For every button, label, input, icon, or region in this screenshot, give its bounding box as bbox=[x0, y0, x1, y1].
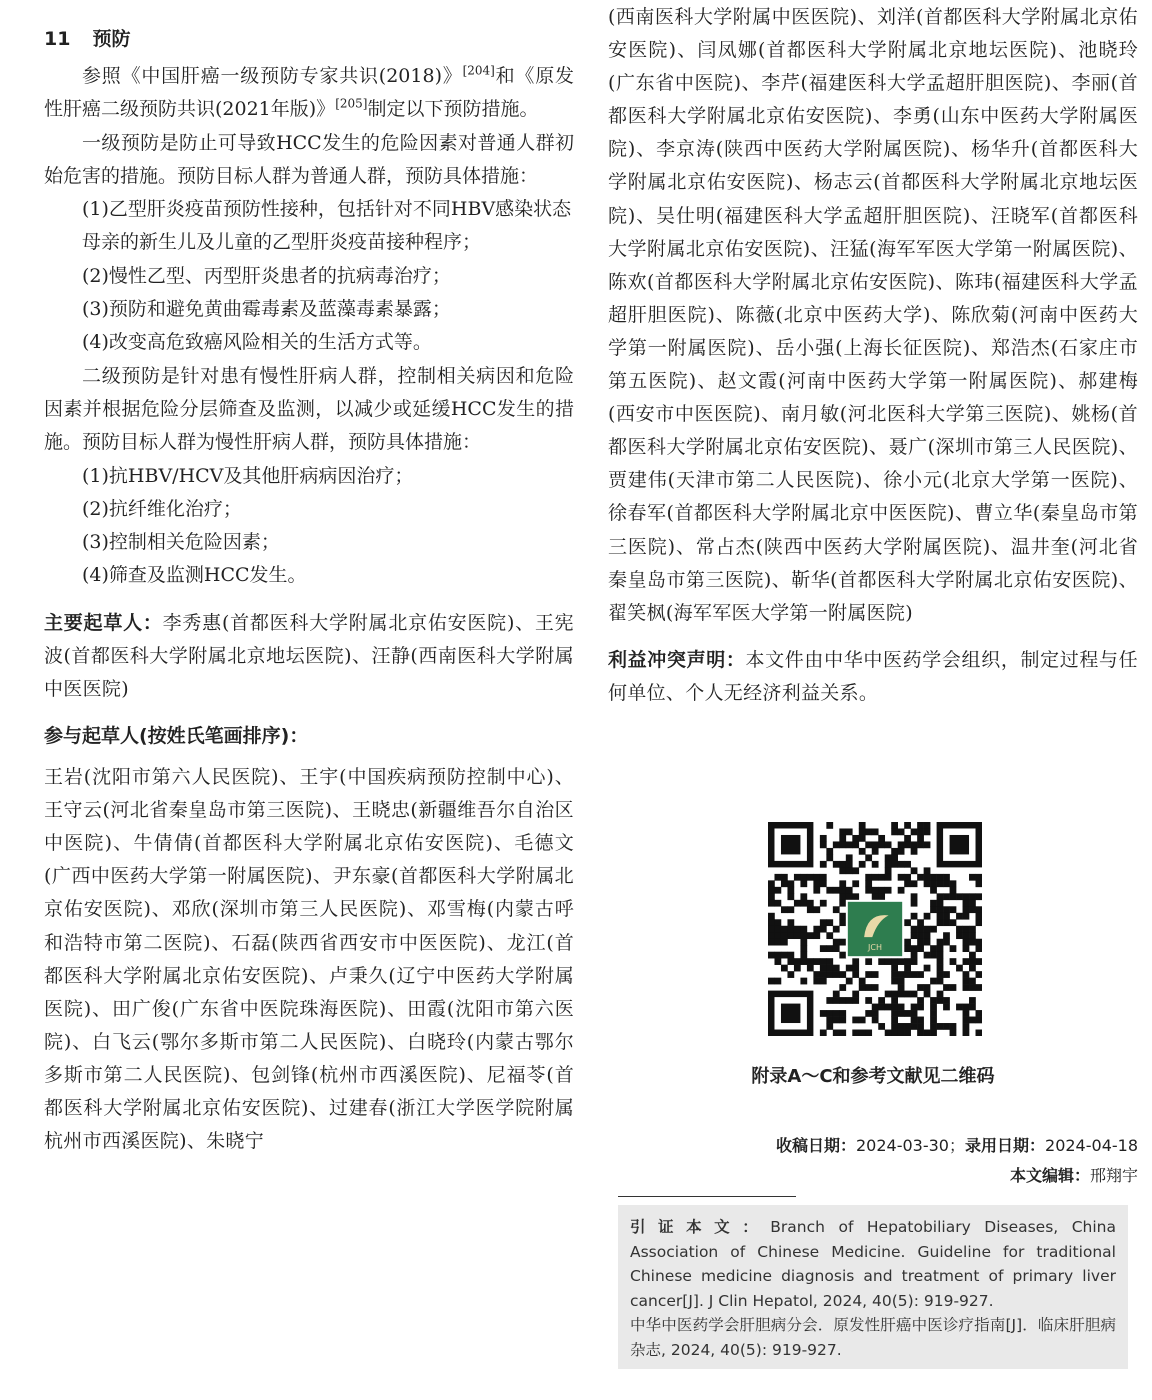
primary-item-1: (1)乙型肝炎疫苗预防性接种，包括针对不同HBV感染状态母亲的新生儿及儿童的乙型肝炎疫苗接种程序； bbox=[82, 198, 572, 254]
qr-code-image bbox=[768, 822, 982, 1036]
qr-code[interactable] bbox=[768, 822, 982, 1036]
citation-box bbox=[618, 1205, 1128, 1369]
editor-label: 本文编辑： bbox=[1009, 1166, 1090, 1185]
editor-name: 邢翔宇 bbox=[1089, 1166, 1138, 1185]
participants-list-left: 王岩(沈阳市第六人民医院)、王宇(中国疾病预防控制中心)、王守云(河北省秦皇岛市第三医院)、王晓忠(新疆维吾尔自治区中医院)、牛倩倩(首都医科大学附属北京佑安医院)、毛德文(广西中医药大学第一附属医院)、尹东豪(首都医科大学附属北京佑安医院)、邓欣(深圳市第三人民医院)、邓雪梅(内蒙古呼和浩特市第二医院)、石磊(陕西省西安市中医医院)、龙江(首都医科大学附属北京佑安医院)、卢秉久(辽宁中医药大学附属医院)、田广俊(广东省中医院珠海医院)、田霞(沈阳市第六医院)、白飞云(鄂尔多斯市第二人民医院)、白晓玲(内蒙古鄂尔多斯市第二人民医院)、包剑锋(杭州市西溪医院)、尼福苓(首都医科大学附属北京佑安医院)、过建春(浙江大学医学院附属杭州市西溪医院)、朱晓宁 bbox=[44, 766, 574, 1153]
participants-list-right: (西南医科大学附属中医医院)、刘洋(首都医科大学附属北京佑安医院)、闫凤娜(首都医科大学附属北京地坛医院)、池晓玲(广东省中医院)、李芹(福建医科大学孟超肝胆医院)、李丽(首都医科大学附属北京佑安医院)、李勇(山东中医药大学附属医院)、李京涛(陕西中医药大学附属医院)、杨华升(首都医科大学附属北京佑安医院)、杨志云(首都医科大学附属北京地坛医院)、吴仕明(福建医科大学孟超肝胆医院)、汪晓军(首都医科大学附属北京佑安医院)、汪猛(海军军医大学第一附属医院)、陈欢(首都医科大学附属北京佑安医院)、陈玮(福建医科大学孟超肝胆医院)、陈薇(北京中医药大学)、陈欣菊(河南中医药大学第一附属医院)、岳小强(上海长征医院)、郑浩杰(石家庄市第五医院)、赵文霞(河南中医药大学第一附属医院)、郝建梅(西安市中医医院)、南月敏(河北医科大学第三医院)、姚杨(首都医科大学附属北京佑安医院)、聂广(深圳市第三人民医院)、贾建伟(天津市第二人民医院)、徐小元(北京大学第一医院)、徐春军(首都医科大学附属北京中医医院)、曹立华(秦皇岛市第三医院)、常占杰(陕西中医药大学附属医院)、温井奎(河北省秦皇岛市第三医院)、靳华(首都医科大学附属北京佑安医院)、翟笑枫(海军军医大学第一附属医院) bbox=[608, 6, 1138, 624]
received-date: 2024-03-30 bbox=[856, 1136, 949, 1155]
editor-line bbox=[776, 1161, 1138, 1191]
secondary-item-2: (2)抗纤维化治疗； bbox=[82, 497, 242, 520]
reference-link-205[interactable]: [205] bbox=[335, 96, 368, 111]
section-number: 11 bbox=[44, 28, 71, 50]
secondary-item-1: (1)抗HBV/HCV及其他肝病病因治疗； bbox=[82, 464, 414, 487]
conflict-label: 利益冲突声明： bbox=[608, 648, 746, 671]
conflict-statement bbox=[608, 644, 1138, 710]
date-separator: ； bbox=[948, 1136, 965, 1155]
intro-text-1: 参照《中国肝癌一级预防专家共识(2018)》 bbox=[82, 65, 463, 87]
reference-link-204[interactable]: [204] bbox=[462, 63, 495, 78]
main-drafters-label: 主要起草人： bbox=[44, 611, 163, 634]
accepted-label: 录用日期： bbox=[965, 1136, 1046, 1155]
citation-en-text: Branch of Hepatobiliary Diseases, China Association of Chinese Medicine. Guideline for traditional Chinese medicine diagnosis and treatment of primary liver cancer[J]. J Clin Hepatol, 2024, 40(5): 919-927. bbox=[630, 1218, 1116, 1310]
secondary-prevention-paragraph: 二级预防是针对患有慢性肝病人群，控制相关病因和危险因素并根据危险分层筛查及监测，以减少或延缓HCC发生的措施。预防目标人群为慢性肝病人群，预防具体措施： bbox=[44, 364, 574, 454]
primary-item-3: (3)预防和避免黄曲霉毒素及蓝藻毒素暴露； bbox=[82, 298, 451, 321]
section-title: 预防 bbox=[92, 28, 131, 50]
date-line bbox=[776, 1131, 1138, 1161]
right-column bbox=[608, 0, 1138, 1359]
intro-paragraph bbox=[44, 60, 574, 127]
section-heading bbox=[44, 24, 574, 54]
primary-item-2: (2)慢性乙型、丙型肝炎患者的抗病毒治疗； bbox=[82, 264, 451, 287]
article-dates bbox=[776, 1131, 1138, 1191]
conflict-text: 本文件由中华中医药学会组织，制定过程与任何单位、个人无经济利益关系。 bbox=[608, 648, 1138, 704]
citation-en bbox=[630, 1215, 1116, 1313]
citation-label: 引证本文： bbox=[630, 1218, 771, 1236]
qr-logo-text: JCH bbox=[868, 943, 882, 953]
main-drafters bbox=[44, 607, 574, 706]
intro-text-2: 和《原发性肝癌二级预防共识(2021年版)》 bbox=[44, 65, 574, 121]
primary-item-4: (4)改变高危致癌风险相关的生活方式等。 bbox=[82, 331, 432, 354]
left-column bbox=[44, 0, 574, 1158]
received-label: 收稿日期： bbox=[775, 1136, 856, 1155]
qr-caption: 附录A～C和参考文献见二维码 bbox=[751, 1066, 995, 1087]
main-drafters-list: 李秀惠(首都医科大学附属北京佑安医院)、王宪波(首都医科大学附属北京地坛医院)、汪静(西南医科大学附属中医医院) bbox=[44, 611, 574, 700]
citation-zh: 中华中医药学会肝胆病分会．原发性肝癌中医诊疗指南[J]．临床肝胆病杂志, 2024, 40(5): 919-927. bbox=[630, 1316, 1116, 1359]
accepted-date: 2024-04-18 bbox=[1045, 1136, 1138, 1155]
secondary-item-4: (4)筛查及监测HCC发生。 bbox=[82, 564, 307, 587]
participants-heading: 参与起草人(按姓氏笔画排序)： bbox=[44, 725, 309, 748]
footnote-divider bbox=[618, 1196, 796, 1197]
intro-text-3: 制定以下预防措施。 bbox=[367, 98, 539, 121]
primary-prevention-paragraph: 一级预防是防止可导致HCC发生的危险因素对普通人群初始危害的措施。预防目标人群为普通人群，预防具体措施： bbox=[44, 131, 574, 187]
secondary-item-3: (3)控制相关危险因素； bbox=[82, 531, 280, 554]
